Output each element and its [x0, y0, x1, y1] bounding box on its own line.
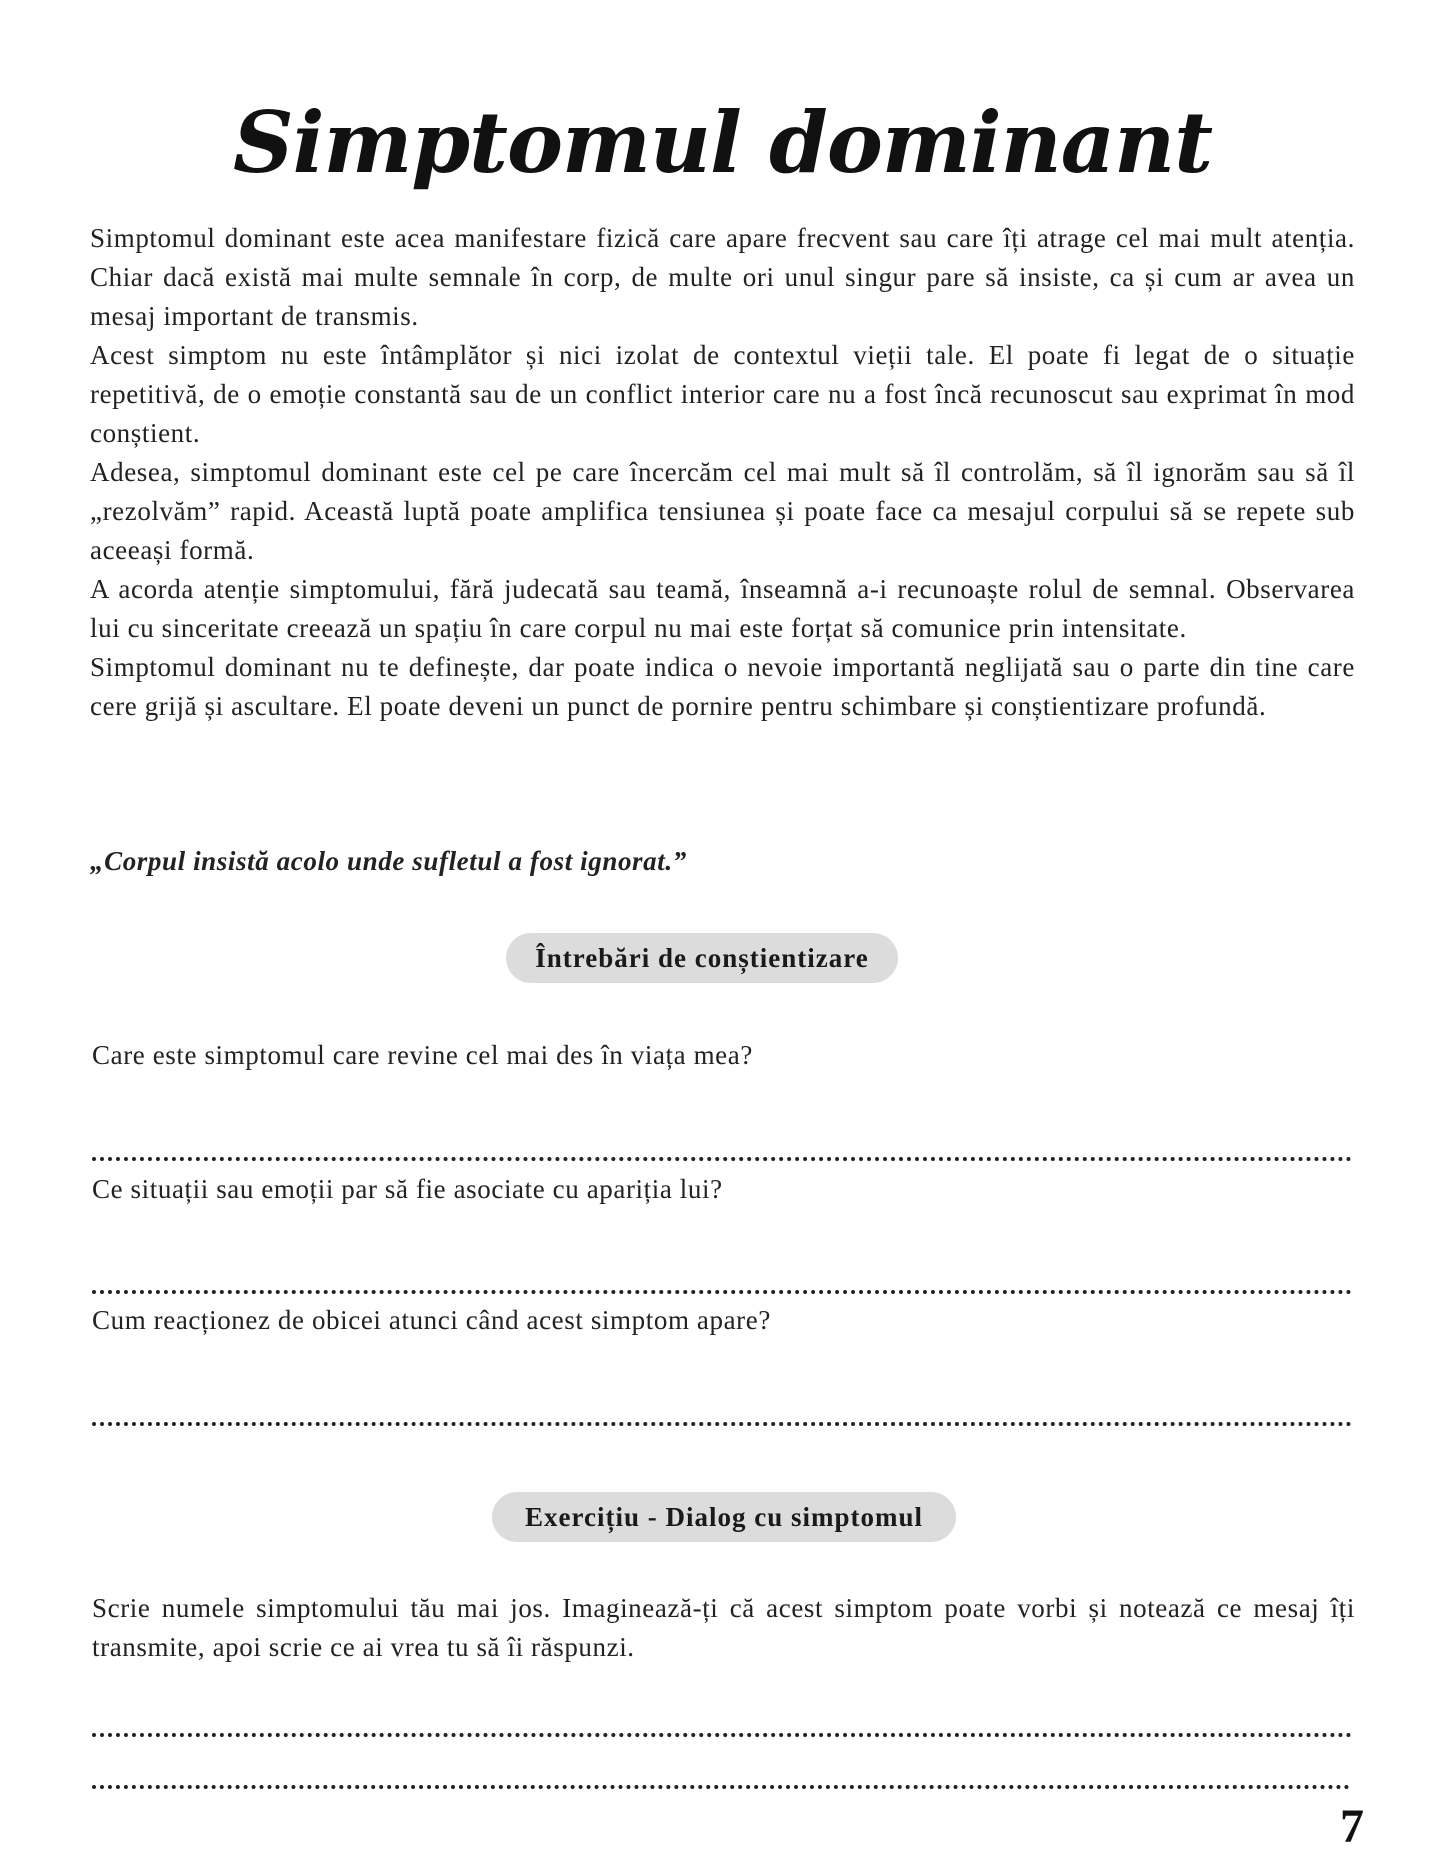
exercise-section-heading: Exercițiu - Dialog cu simptomul — [492, 1492, 956, 1542]
intro-text — [90, 219, 1355, 726]
exercise-instructions: Scrie numele simptomului tău mai jos. Imaginează-ți că acest simptom poate vorbi și notează ce mesaj îți transmite, apoi scrie ce ai vrea tu să îi răspunzi. — [92, 1593, 1355, 1662]
awareness-section-heading: Întrebări de conștientizare — [506, 933, 898, 983]
exercise-answer-line-2[interactable] — [92, 1785, 1350, 1789]
paragraph: Acest simptom nu este întâmplător și nici izolat de contextul vieții tale. El poate fi legat de o situație repetitivă, de o emoție constantă sau de un conflict interior care nu a fost încă recunoscut sau exprimat în mod conștient. — [90, 340, 1355, 448]
paragraph: Adesea, simptomul dominant este cel pe care încercăm cel mai mult să îl controlăm, să îl ignorăm sau să îl „rezolvăm” rapid. Această luptă poate amplifica tensiunea și poate face ca mesajul corpului să se repete sub aceeași formă. — [90, 457, 1355, 565]
paragraph: A acorda atenție simptomului, fără judecată sau teamă, înseamnă a-i recunoaște rolul de semnal. Observarea lui cu sinceritate creează un spațiu în care corpul nu mai este forțat să comunice prin intensitate. — [90, 574, 1355, 643]
paragraph: Simptomul dominant este acea manifestare fizică care apare frecvent sau care îți atrage cel mai mult atenția. Chiar dacă există mai multe semnale în corp, de multe ori unul singur pare să insiste, ca și cum ar avea un mesaj important de transmis. — [90, 223, 1355, 331]
question-1: Care este simptomul care revine cel mai des în viața mea? — [92, 1040, 753, 1070]
answer-line-2[interactable] — [92, 1290, 1352, 1294]
answer-line-3[interactable] — [92, 1422, 1352, 1426]
paragraph: Simptomul dominant nu te definește, dar poate indica o nevoie importantă neglijată sau o parte din tine care cere grijă și ascultare. El poate deveni un punct de pornire pentru schimbare și conștientizare profundă. — [90, 652, 1355, 721]
page-number: 7 — [1340, 1800, 1364, 1853]
page-title: Simptomul dominant — [232, 93, 1213, 192]
page — [90, 0, 1355, 1871]
question-3: Cum reacționez de obicei atunci când acest simptom apare? — [92, 1305, 771, 1335]
exercise-answer-line-1[interactable] — [92, 1733, 1352, 1737]
quote: „Corpul insistă acolo unde sufletul a fost ignorat.” — [90, 846, 687, 876]
answer-line-1[interactable] — [92, 1157, 1352, 1161]
question-2: Ce situații sau emoții par să fie asociate cu apariția lui? — [92, 1174, 723, 1204]
